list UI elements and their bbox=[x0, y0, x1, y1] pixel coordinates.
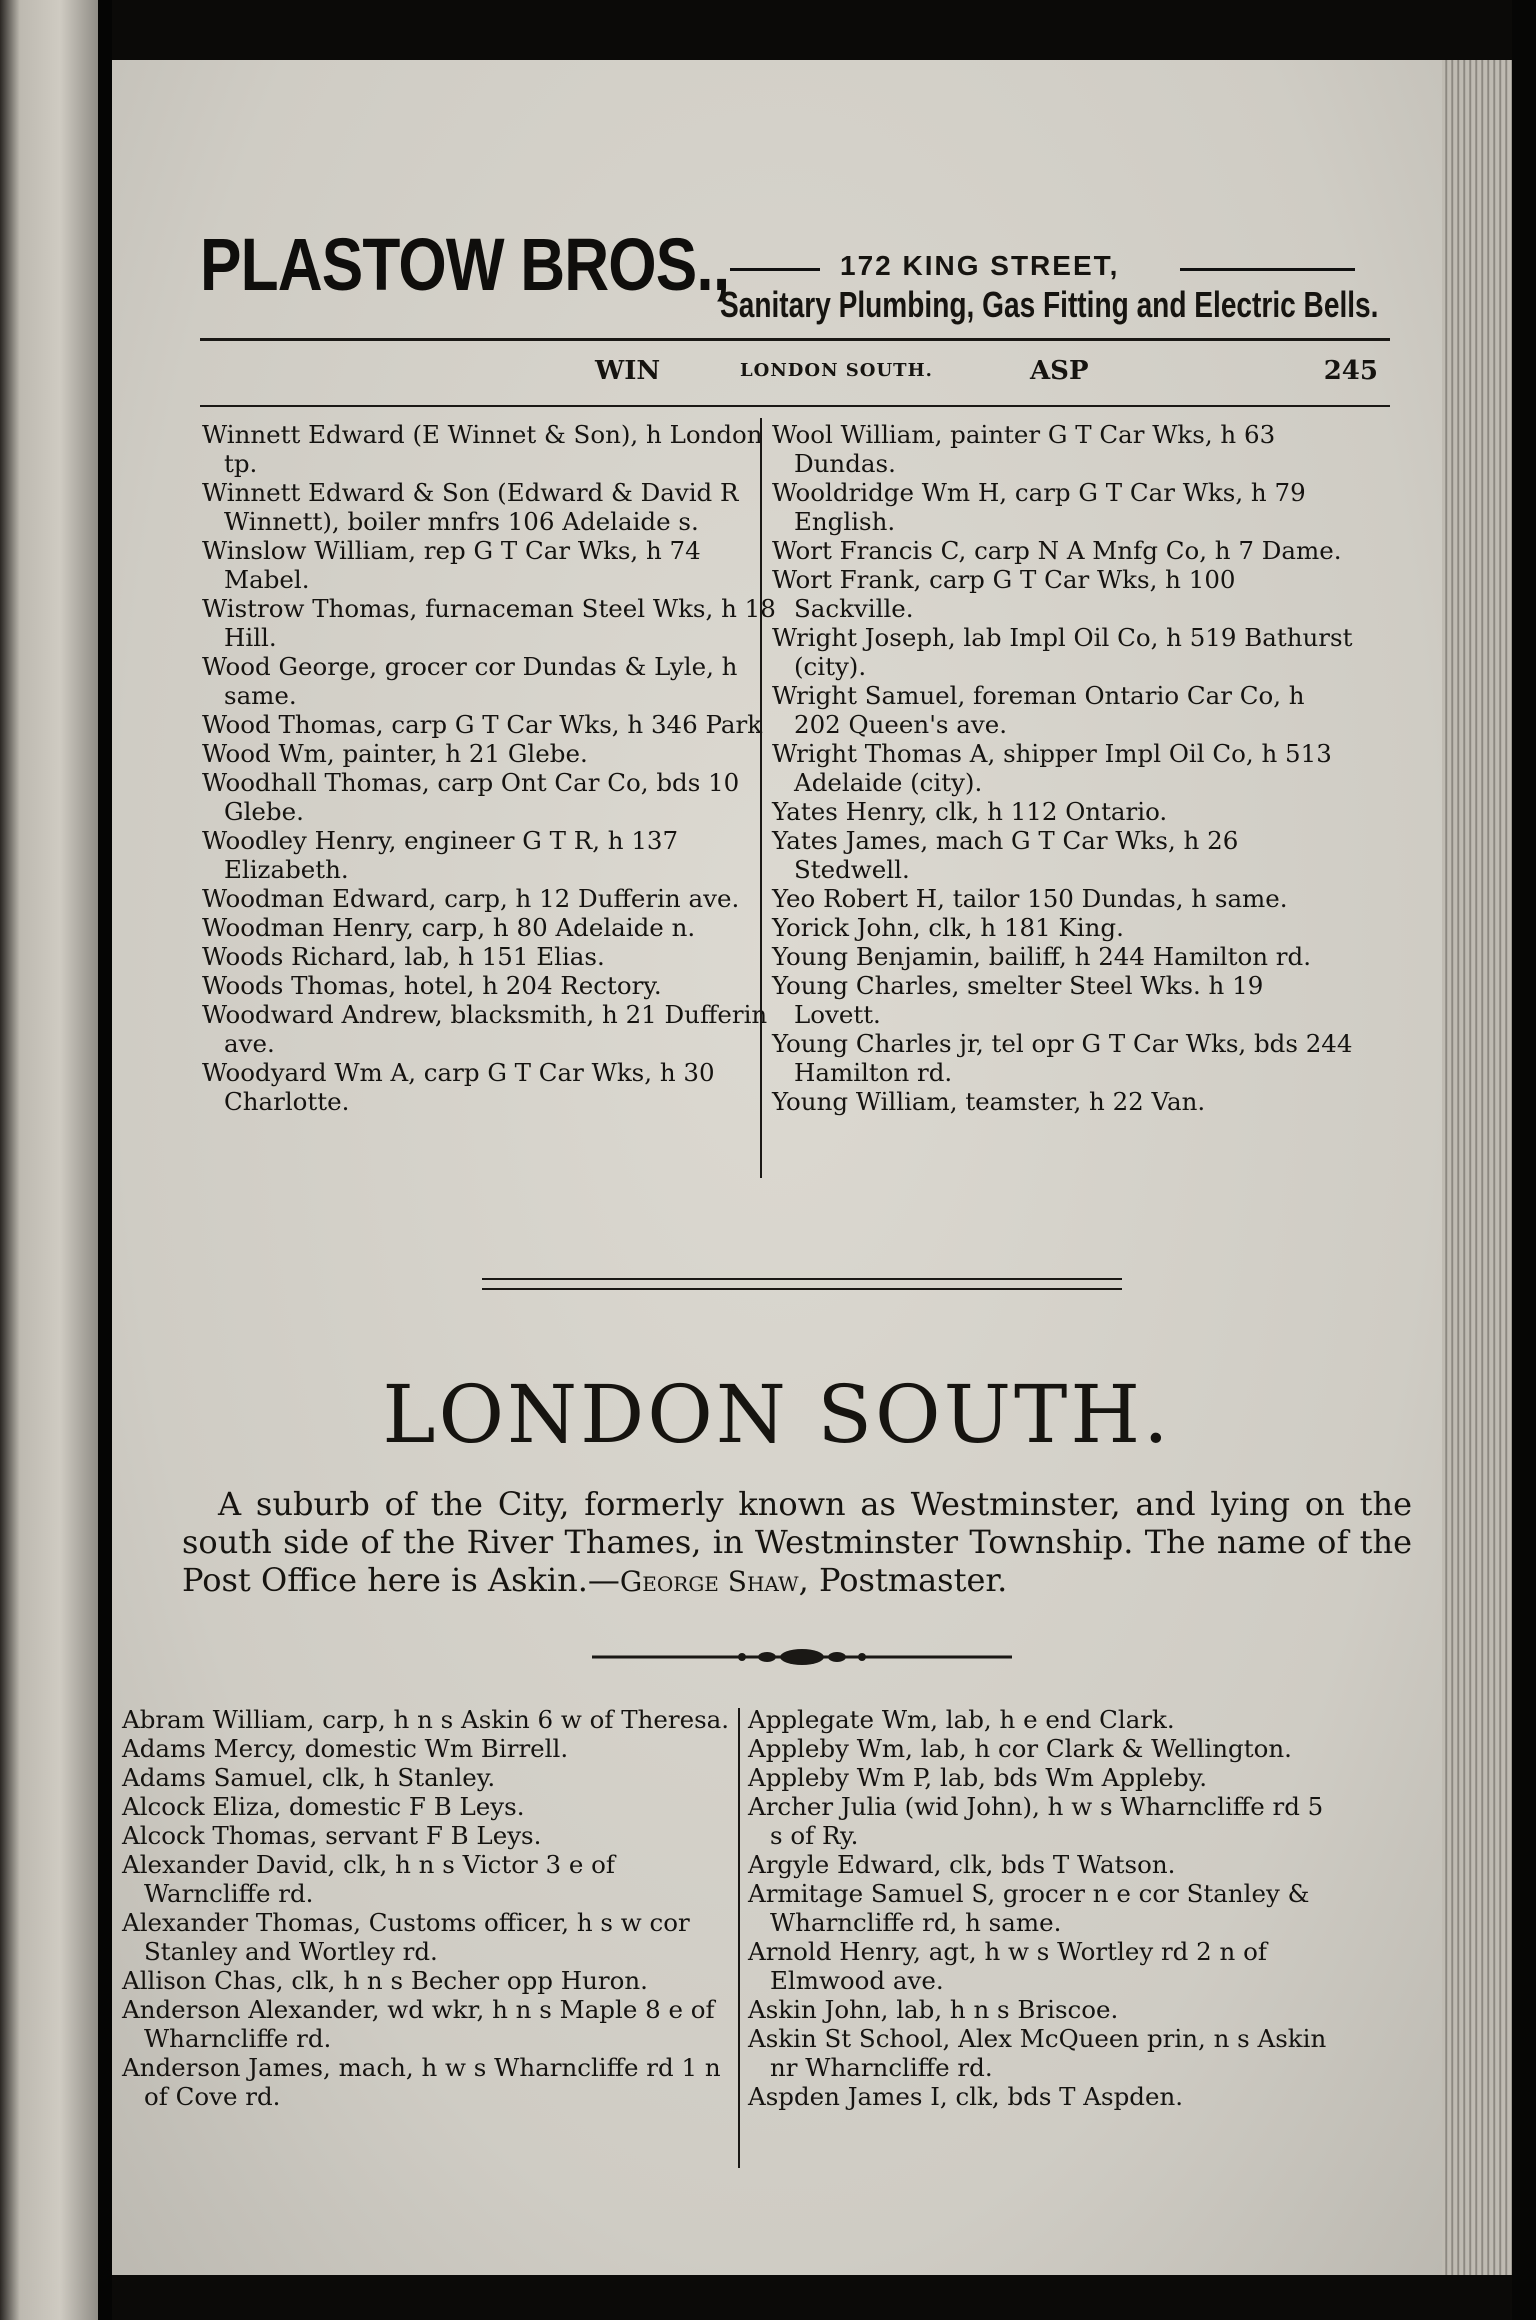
directory-entry: Young William, teamster, h 22 Van. bbox=[772, 1087, 1206, 1116]
advertisement-banner bbox=[200, 160, 1390, 330]
intro-text: A suburb of the City, formerly known as Westminster, and lying on the south side of the River Thames, in Westminster Township. The name of the Post Office here is Askin.— bbox=[182, 1485, 1412, 1599]
lower-left-column bbox=[122, 1705, 742, 2111]
directory-entry: Wood George, grocer cor Dundas & Lyle, h same. bbox=[202, 652, 738, 710]
directory-entry: Winslow William, rep G T Car Wks, h 74 Mabel. bbox=[202, 536, 701, 594]
ad-rule-left bbox=[730, 268, 820, 271]
directory-entry: Adams Mercy, domestic Wm Birrell. bbox=[122, 1734, 569, 1763]
directory-entry: Yorick John, clk, h 181 King. bbox=[772, 913, 1124, 942]
directory-entry: Woodley Henry, engineer G T R, h 137 Elizabeth. bbox=[202, 826, 679, 884]
directory-page bbox=[112, 60, 1442, 2275]
advertiser-services: Sanitary Plumbing, Gas Fitting and Electric Bells. bbox=[720, 284, 1379, 325]
directory-entry: Argyle Edward, clk, bds T Watson. bbox=[748, 1850, 1176, 1879]
section-intro bbox=[182, 1485, 1412, 1601]
running-head-right: ASP bbox=[1030, 356, 1089, 386]
directory-entry: Yates Henry, clk, h 112 Ontario. bbox=[772, 797, 1168, 826]
directory-entry: Woodyard Wm A, carp G T Car Wks, h 30 Charlotte. bbox=[202, 1058, 715, 1116]
directory-entry: Wool William, painter G T Car Wks, h 63 Dundas. bbox=[772, 420, 1276, 478]
directory-entry: Abram William, carp, h n s Askin 6 w of Theresa. bbox=[122, 1705, 730, 1734]
running-head-rule bbox=[200, 405, 1390, 407]
directory-entry: Wort Frank, carp G T Car Wks, h 100 Sackville. bbox=[772, 565, 1236, 623]
directory-entry: Yates James, mach G T Car Wks, h 26 Stedwell. bbox=[772, 826, 1239, 884]
directory-entry: Adams Samuel, clk, h Stanley. bbox=[122, 1763, 496, 1792]
directory-entry: Archer Julia (wid John), h w s Wharncliffe rd 5 s of Ry. bbox=[748, 1792, 1324, 1850]
directory-entry: Alcock Eliza, domestic F B Leys. bbox=[122, 1792, 525, 1821]
directory-entry: Yeo Robert H, tailor 150 Dundas, h same. bbox=[772, 884, 1288, 913]
page-number: 245 bbox=[1323, 356, 1378, 386]
directory-entry: Wort Francis C, carp N A Mnfg Co, h 7 Dame. bbox=[772, 536, 1342, 565]
directory-entry: Winnett Edward (E Winnet & Son), h London tp. bbox=[202, 420, 763, 478]
ornament-divider bbox=[592, 1642, 1012, 1672]
directory-entry: Wood Wm, painter, h 21 Glebe. bbox=[202, 739, 588, 768]
ad-rule-right bbox=[1180, 268, 1355, 271]
directory-entry: Aspden James I, clk, bds T Aspden. bbox=[748, 2082, 1184, 2111]
upper-left-column bbox=[202, 420, 782, 1116]
directory-entry: Arnold Henry, agt, h w s Wortley rd 2 n of Elmwood ave. bbox=[748, 1937, 1267, 1995]
directory-entry: Applegate Wm, lab, h e end Clark. bbox=[748, 1705, 1175, 1734]
advertiser-name: PLASTOW BROS., bbox=[200, 223, 730, 306]
directory-entry: Woodward Andrew, blacksmith, h 21 Dufferin ave. bbox=[202, 1000, 768, 1058]
running-head bbox=[200, 356, 1390, 396]
postmaster-title: , Postmaster. bbox=[798, 1561, 1008, 1599]
directory-entry: Appleby Wm, lab, h cor Clark & Wellington. bbox=[748, 1734, 1292, 1763]
directory-entry: Askin St School, Alex McQueen prin, n s Askin nr Wharncliffe rd. bbox=[748, 2024, 1327, 2082]
directory-entry: Anderson Alexander, wd wkr, h n s Maple 8 e of Wharncliffe rd. bbox=[122, 1995, 715, 2053]
running-head-left: WIN bbox=[595, 356, 661, 386]
directory-entry: Wright Thomas A, shipper Impl Oil Co, h 513 Adelaide (city). bbox=[772, 739, 1332, 797]
section-divider bbox=[482, 1278, 1122, 1290]
column-divider-upper bbox=[760, 418, 762, 1178]
directory-entry: Anderson James, mach, h w s Wharncliffe rd 1 n of Cove rd. bbox=[122, 2053, 721, 2111]
directory-entry: Alexander David, clk, h n s Victor 3 e of Warncliffe rd. bbox=[122, 1850, 615, 1908]
directory-entry: Wright Joseph, lab Impl Oil Co, h 519 Bathurst (city). bbox=[772, 623, 1353, 681]
upper-right-column bbox=[772, 420, 1357, 1116]
directory-entry: Wooldridge Wm H, carp G T Car Wks, h 79 English. bbox=[772, 478, 1306, 536]
directory-entry: Alcock Thomas, servant F B Leys. bbox=[122, 1821, 542, 1850]
lower-right-column bbox=[748, 1705, 1333, 2111]
directory-entry: Wright Samuel, foreman Ontario Car Co, h 202 Queen's ave. bbox=[772, 681, 1305, 739]
directory-entry: Allison Chas, clk, h n s Becher opp Huron. bbox=[122, 1966, 648, 1995]
adjacent-page-edge bbox=[0, 0, 100, 2320]
directory-entry: Appleby Wm P, lab, bds Wm Appleby. bbox=[748, 1763, 1208, 1792]
postmaster-name: George Shaw bbox=[619, 1565, 799, 1598]
directory-entry: Woodman Henry, carp, h 80 Adelaide n. bbox=[202, 913, 696, 942]
header-rule bbox=[200, 338, 1390, 341]
directory-entry: Woods Thomas, hotel, h 204 Rectory. bbox=[202, 971, 662, 1000]
directory-entry: Young Charles, smelter Steel Wks. h 19 Lovett. bbox=[772, 971, 1264, 1029]
column-divider-lower bbox=[738, 1708, 740, 2168]
directory-entry: Young Charles jr, tel opr G T Car Wks, bds 244 Hamilton rd. bbox=[772, 1029, 1353, 1087]
right-border bbox=[1512, 0, 1536, 2320]
directory-entry: Wood Thomas, carp G T Car Wks, h 346 Park bbox=[202, 710, 763, 739]
directory-entry: Alexander Thomas, Customs officer, h s w cor Stanley and Wortley rd. bbox=[122, 1908, 690, 1966]
directory-entry: Askin John, lab, h n s Briscoe. bbox=[748, 1995, 1119, 2024]
section-title: LONDON SOUTH. bbox=[382, 1368, 1172, 1461]
running-head-center: LONDON SOUTH. bbox=[740, 360, 933, 381]
directory-entry: Woodman Edward, carp, h 12 Dufferin ave. bbox=[202, 884, 740, 913]
directory-entry: Woodhall Thomas, carp Ont Car Co, bds 10 Glebe. bbox=[202, 768, 740, 826]
advertiser-address: 172 KING STREET, bbox=[840, 250, 1120, 281]
book-gutter bbox=[98, 0, 112, 2320]
directory-entry: Woods Richard, lab, h 151 Elias. bbox=[202, 942, 605, 971]
directory-entry: Armitage Samuel S, grocer n e cor Stanley & Wharncliffe rd, h same. bbox=[748, 1879, 1310, 1937]
directory-entry: Winnett Edward & Son (Edward & David R Winnett), boiler mnfrs 106 Adelaide s. bbox=[202, 478, 739, 536]
directory-entry: Young Benjamin, bailiff, h 244 Hamilton rd. bbox=[772, 942, 1311, 971]
directory-entry: Wistrow Thomas, furnaceman Steel Wks, h 18 Hill. bbox=[202, 594, 776, 652]
page-stack-edge bbox=[1442, 60, 1512, 2275]
